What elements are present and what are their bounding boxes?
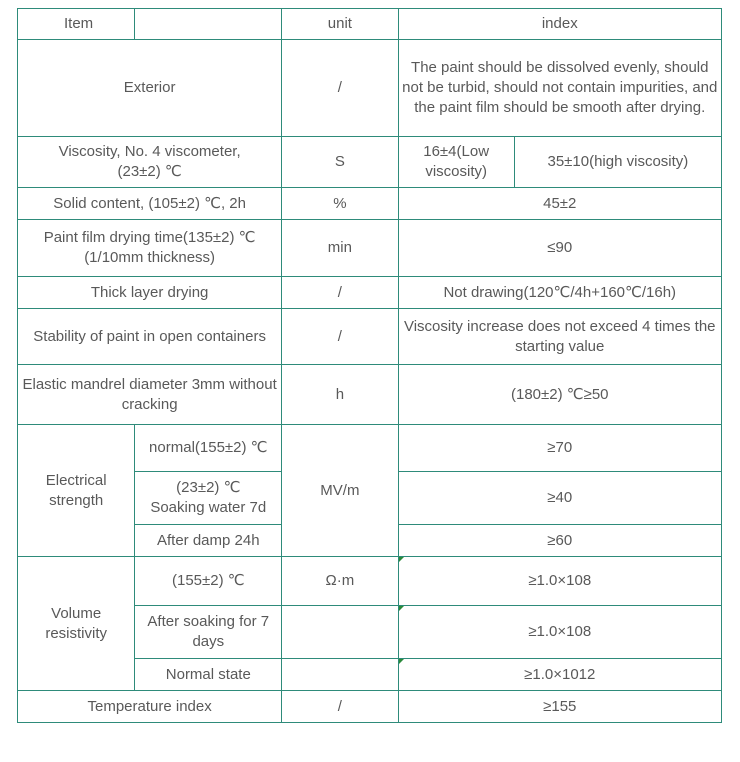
thick-layer-index-value: Not drawing(120℃/4h+160℃/16h) [443, 283, 677, 301]
temperature-item-label: Temperature index [87, 697, 212, 715]
stability-unit-cell [282, 309, 398, 365]
electrical-sub1-label: normal(155±2) ℃ [149, 439, 268, 456]
solid-content-item-label: Solid content, (105±2) ℃, 2h [53, 194, 246, 212]
electrical-sub3-index-value: ≥60 [547, 531, 573, 549]
volume-sub2-index-value: ≥1.0×108 [528, 623, 592, 640]
cell-corner-marker [399, 659, 404, 664]
mandrel-unit-value: h [335, 385, 345, 403]
viscosity-low-value: 16±4(Low viscosity) [423, 143, 490, 180]
table-row-solid-content [18, 188, 722, 220]
exterior-item-cell [18, 40, 282, 137]
mandrel-index-value: (180±2) ℃≥50 [510, 385, 609, 403]
mandrel-unit-cell [282, 365, 398, 425]
electrical-group-label: Electrical strength [45, 471, 107, 509]
electrical-group-cell [18, 425, 135, 557]
viscosity-high-cell [514, 137, 721, 188]
thick-layer-item-label: Thick layer drying [90, 283, 209, 301]
volume-sub3-unit-cell [282, 659, 398, 691]
temperature-index-value: ≥155 [543, 697, 577, 715]
temperature-index-cell [398, 691, 721, 723]
volume-sub1-index-value: ≥1.0×108 [528, 572, 592, 589]
viscosity-low-cell [398, 137, 514, 188]
table-row-thick-layer [18, 277, 722, 309]
volume-group-cell [18, 557, 135, 691]
volume-sub2-unit-cell [282, 606, 398, 659]
volume-group-label: Volume resistivity [45, 604, 107, 642]
electrical-sub2-line2: Soaking water 7d [150, 499, 267, 516]
temperature-unit-cell [282, 691, 398, 723]
volume-sub3-label: Normal state [165, 665, 251, 683]
drying-time-index-cell [398, 220, 721, 277]
volume-sub3-index-value: ≥1.0×1012 [524, 665, 596, 683]
drying-time-item-line2: (1/10mm thickness) [84, 249, 216, 266]
header-row [18, 9, 722, 40]
volume-sub2-cell [135, 606, 282, 659]
cell-corner-marker [399, 606, 404, 611]
drying-time-item-line1: Paint film drying time(135±2) ℃ [43, 229, 256, 246]
table-row-exterior [18, 40, 722, 137]
exterior-index-value: The paint should be dissolved evenly, should not be turbid, should not contain impurities, and the paint film should be smooth after drying. [402, 59, 718, 116]
header-blank-cell [135, 9, 282, 40]
stability-index-cell [398, 309, 721, 365]
stability-index-value: Viscosity increase does not exceed 4 times the starting value [403, 317, 716, 355]
viscosity-item-line1: Viscosity, No. 4 viscometer, [58, 143, 241, 160]
volume-sub2-index-cell [398, 606, 721, 659]
header-unit-label: unit [327, 15, 352, 32]
electrical-sub1-cell [135, 425, 282, 472]
viscosity-item-line2: (23±2) ℃ [117, 163, 182, 180]
volume-unit-value: Ω·m [325, 572, 355, 589]
electrical-sub1-index-value: ≥70 [547, 439, 573, 456]
thick-layer-index-cell [398, 277, 721, 309]
drying-time-item-cell [18, 220, 282, 277]
exterior-item-label: Exterior [123, 79, 176, 96]
header-index-cell [398, 9, 721, 40]
volume-sub3-cell [135, 659, 282, 691]
table-row-volume-1 [18, 557, 722, 606]
temperature-unit-value: / [337, 697, 342, 715]
electrical-sub3-index-cell [398, 525, 721, 557]
electrical-unit-value: MV/m [320, 481, 360, 499]
stability-item-cell [18, 309, 282, 365]
viscosity-unit-value: S [334, 153, 345, 170]
solid-content-unit-value: % [333, 194, 347, 212]
solid-content-index-cell [398, 188, 721, 220]
solid-content-unit-cell [282, 188, 398, 220]
viscosity-high-value: 35±10(high viscosity) [547, 153, 689, 170]
electrical-sub3-label: After damp 24h [157, 531, 260, 549]
electrical-sub2-cell [135, 472, 282, 525]
volume-sub2-label: After soaking for 7 days [147, 613, 270, 650]
viscosity-unit-cell [282, 137, 398, 188]
thick-layer-unit-value: / [337, 283, 342, 301]
electrical-unit-cell [282, 425, 398, 557]
electrical-sub2-index-cell [398, 472, 721, 525]
stability-unit-value: / [337, 327, 342, 345]
electrical-sub2-index-value: ≥40 [547, 489, 573, 506]
mandrel-index-cell [398, 365, 721, 425]
thick-layer-unit-cell [282, 277, 398, 309]
table-row-drying-time [18, 220, 722, 277]
solid-content-index-value: 45±2 [543, 194, 577, 212]
thick-layer-item-cell [18, 277, 282, 309]
table-row-stability [18, 309, 722, 365]
table-row-mandrel [18, 365, 722, 425]
table-row-electrical-1 [18, 425, 722, 472]
header-item-label: Item [64, 15, 94, 32]
drying-time-unit-value: min [327, 239, 352, 256]
header-index-label: index [541, 15, 578, 32]
exterior-index-cell [398, 40, 721, 137]
volume-sub1-cell [135, 557, 282, 606]
spec-table [17, 8, 722, 723]
header-unit-cell [282, 9, 398, 40]
exterior-unit-cell [282, 40, 398, 137]
exterior-unit-value: / [337, 79, 342, 96]
electrical-sub1-index-cell [398, 425, 721, 472]
table-row-temperature [18, 691, 722, 723]
stability-item-label: Stability of paint in open containers [33, 327, 266, 345]
drying-time-unit-cell [282, 220, 398, 277]
electrical-sub3-cell [135, 525, 282, 557]
drying-time-index-value: ≤90 [547, 239, 573, 256]
temperature-item-cell [18, 691, 282, 723]
solid-content-item-cell [18, 188, 282, 220]
volume-unit-cell [282, 557, 398, 606]
mandrel-item-label: Elastic mandrel diameter 3mm without cracking [22, 375, 277, 413]
cell-corner-marker [399, 557, 404, 562]
volume-sub3-index-cell [398, 659, 721, 691]
electrical-sub2-line1: (23±2) ℃ [176, 479, 241, 496]
volume-sub1-label: (155±2) ℃ [171, 572, 245, 589]
mandrel-item-cell [18, 365, 282, 425]
table-row-viscosity [18, 137, 722, 188]
viscosity-item-cell [18, 137, 282, 188]
volume-sub1-index-cell [398, 557, 721, 606]
header-item-cell [18, 9, 135, 40]
